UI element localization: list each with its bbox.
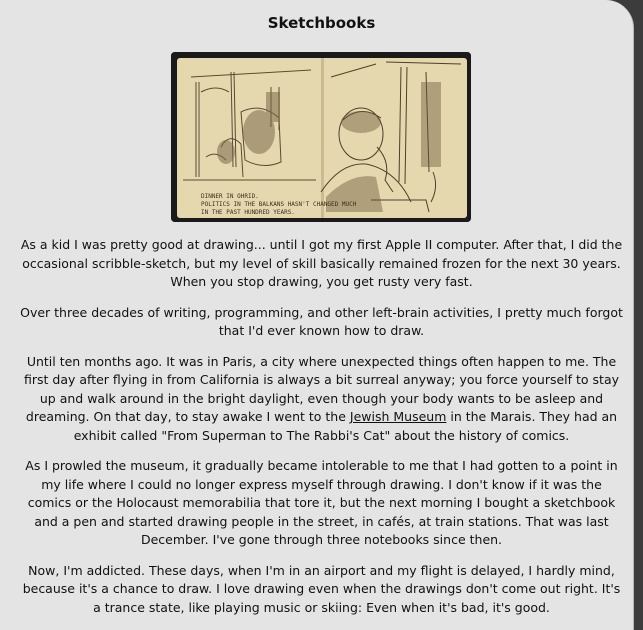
sketch-caption-line-1: DINNER IN OHRID. [201, 193, 259, 200]
paragraph-3 [20, 353, 623, 446]
sketch-caption-line-2: POLITICS IN THE BALKANS HASN'T CHANGED MUCH [201, 201, 357, 208]
paragraph-4: As I prowled the museum, it gradually became intolerable to me that I had gotten to a point in my life where I could no longer express myself through drawing. I don't know if it was the comics or the Holocaust memorabilia that tore it, but the next morning I bought a sketchbook and a pen and started drawing people in the street, in cafés, at train stations. That was last December. I've gone through three notebooks since then. [25, 458, 618, 547]
jewish-museum-link[interactable]: Jewish Museum [349, 409, 447, 424]
sketch-caption-line-3: IN THE PAST HUNDRED YEARS. [201, 209, 295, 216]
paragraph-2: Over three decades of writing, programming, and other left-brain activities, I pretty much forgot that I'd ever known how to draw. [20, 304, 623, 338]
page-title: Sketchbooks [267, 14, 376, 32]
paragraph-5: Now, I'm addicted. These days, when I'm in an airport and my flight is delayed, I hardly mind, because it's a chance to draw. I love drawing even when the drawings don't come out right. It's a trance state, like playing music or skiing: Even when it's bad, it's good. [22, 562, 621, 615]
article-body [20, 236, 623, 629]
paragraph-3-text-end: in the Marais. They had an exhibit called "From Superman to The Rabbi's Cat" about the history of comics. [73, 409, 618, 443]
paragraph-3-text-start: Until ten months ago. It was in Paris, a city where unexpected things often happen to me. The first day after flying in from California is always a bit surreal anyway; you force yourself to stay up and walk around in the bright daylight, even though your body wants to be asleep and dreaming. On that day, to stay awake I went to the [23, 353, 620, 424]
sketchbook-drawing [171, 52, 471, 222]
paragraph-1: As a kid I was pretty good at drawing... until I got my first Apple II computer. After that, I did the occasional scribble-sketch, but my level of skill basically remained frozen for the next 30 years. When you stop drawing, you get rusty very fast. [20, 237, 623, 289]
sketch-image [171, 52, 471, 222]
